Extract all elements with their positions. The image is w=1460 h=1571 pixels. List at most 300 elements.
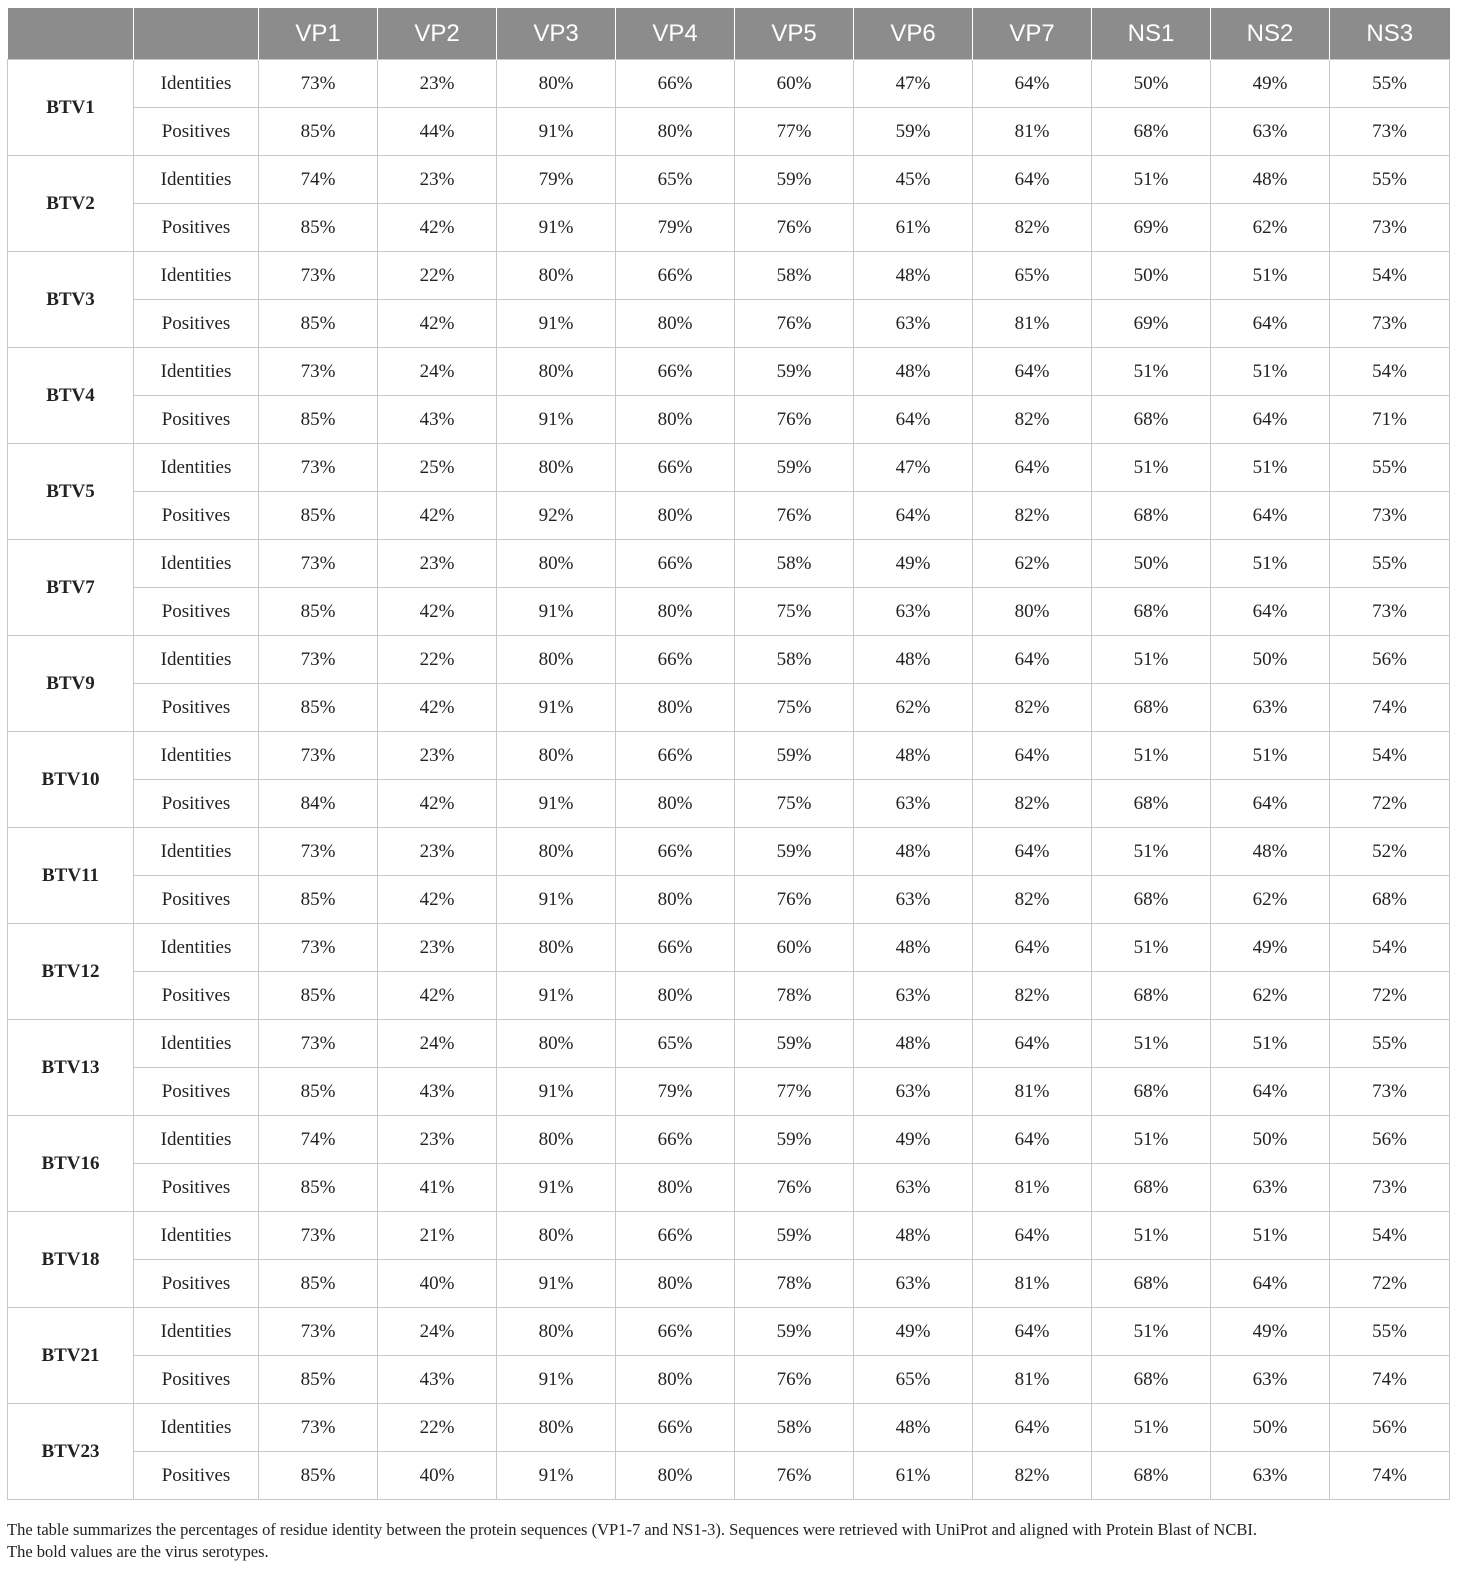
value-cell: 65% [616, 1020, 735, 1068]
header-cell-metric [134, 8, 259, 60]
value-cell: 73% [1330, 108, 1450, 156]
value-cell: 24% [378, 1020, 497, 1068]
value-cell: 73% [259, 348, 378, 396]
value-cell: 63% [854, 588, 973, 636]
table-row [8, 1308, 1450, 1356]
table-row [8, 588, 1450, 636]
value-cell: 64% [973, 444, 1092, 492]
value-cell: 73% [259, 60, 378, 108]
value-cell: 22% [378, 1404, 497, 1452]
value-cell: 64% [973, 1212, 1092, 1260]
value-cell: 59% [854, 108, 973, 156]
metric-label-identities: Identities [134, 444, 259, 492]
value-cell: 50% [1092, 252, 1211, 300]
identity-table [7, 8, 1450, 1500]
value-cell: 85% [259, 396, 378, 444]
value-cell: 80% [616, 780, 735, 828]
value-cell: 51% [1092, 348, 1211, 396]
serotype-label: BTV21 [8, 1308, 134, 1404]
value-cell: 24% [378, 1308, 497, 1356]
table-footnote [7, 1519, 1449, 1563]
table-row [8, 1404, 1450, 1452]
value-cell: 51% [1092, 1212, 1211, 1260]
value-cell: 59% [735, 1116, 854, 1164]
value-cell: 71% [1330, 396, 1450, 444]
value-cell: 66% [616, 348, 735, 396]
value-cell: 74% [259, 1116, 378, 1164]
value-cell: 24% [378, 348, 497, 396]
value-cell: 76% [735, 1164, 854, 1212]
metric-label-identities: Identities [134, 348, 259, 396]
value-cell: 59% [735, 1308, 854, 1356]
table-header [8, 8, 1450, 60]
value-cell: 51% [1092, 1020, 1211, 1068]
value-cell: 64% [1211, 396, 1330, 444]
value-cell: 72% [1330, 780, 1450, 828]
value-cell: 42% [378, 588, 497, 636]
header-cell-serotype [8, 8, 134, 60]
value-cell: 91% [497, 780, 616, 828]
value-cell: 68% [1092, 1068, 1211, 1116]
table-row [8, 828, 1450, 876]
value-cell: 80% [497, 1404, 616, 1452]
value-cell: 47% [854, 60, 973, 108]
value-cell: 64% [973, 348, 1092, 396]
value-cell: 79% [616, 1068, 735, 1116]
value-cell: 64% [973, 924, 1092, 972]
serotype-label: BTV10 [8, 732, 134, 828]
value-cell: 65% [616, 156, 735, 204]
value-cell: 73% [1330, 588, 1450, 636]
value-cell: 73% [259, 444, 378, 492]
value-cell: 63% [854, 780, 973, 828]
value-cell: 73% [1330, 492, 1450, 540]
metric-label-positives: Positives [134, 1452, 259, 1500]
value-cell: 58% [735, 636, 854, 684]
value-cell: 76% [735, 396, 854, 444]
value-cell: 23% [378, 156, 497, 204]
value-cell: 68% [1092, 1260, 1211, 1308]
metric-label-identities: Identities [134, 924, 259, 972]
value-cell: 81% [973, 1164, 1092, 1212]
value-cell: 51% [1092, 636, 1211, 684]
value-cell: 91% [497, 1260, 616, 1308]
value-cell: 68% [1092, 588, 1211, 636]
serotype-label: BTV12 [8, 924, 134, 1020]
header-cell-vp4: VP4 [616, 8, 735, 60]
metric-label-positives: Positives [134, 492, 259, 540]
value-cell: 69% [1092, 300, 1211, 348]
value-cell: 80% [497, 348, 616, 396]
value-cell: 51% [1092, 732, 1211, 780]
table-row [8, 300, 1450, 348]
value-cell: 60% [735, 924, 854, 972]
value-cell: 85% [259, 300, 378, 348]
value-cell: 63% [854, 972, 973, 1020]
metric-label-identities: Identities [134, 1020, 259, 1068]
metric-label-positives: Positives [134, 972, 259, 1020]
value-cell: 63% [1211, 1356, 1330, 1404]
value-cell: 84% [259, 780, 378, 828]
header-cell-ns3: NS3 [1330, 8, 1450, 60]
value-cell: 23% [378, 1116, 497, 1164]
value-cell: 48% [854, 252, 973, 300]
metric-label-identities: Identities [134, 636, 259, 684]
value-cell: 74% [1330, 1356, 1450, 1404]
metric-label-positives: Positives [134, 204, 259, 252]
value-cell: 51% [1211, 444, 1330, 492]
value-cell: 49% [854, 1308, 973, 1356]
value-cell: 74% [1330, 684, 1450, 732]
value-cell: 51% [1092, 1116, 1211, 1164]
value-cell: 80% [616, 684, 735, 732]
table-row [8, 1164, 1450, 1212]
value-cell: 51% [1092, 1404, 1211, 1452]
value-cell: 73% [1330, 204, 1450, 252]
table-body [8, 60, 1450, 1500]
value-cell: 63% [854, 1164, 973, 1212]
value-cell: 82% [973, 204, 1092, 252]
value-cell: 64% [854, 396, 973, 444]
value-cell: 49% [1211, 1308, 1330, 1356]
value-cell: 59% [735, 156, 854, 204]
value-cell: 66% [616, 828, 735, 876]
value-cell: 66% [616, 732, 735, 780]
value-cell: 85% [259, 108, 378, 156]
value-cell: 80% [616, 396, 735, 444]
value-cell: 47% [854, 444, 973, 492]
value-cell: 75% [735, 684, 854, 732]
value-cell: 76% [735, 1452, 854, 1500]
value-cell: 85% [259, 588, 378, 636]
value-cell: 64% [1211, 1068, 1330, 1116]
value-cell: 43% [378, 1068, 497, 1116]
value-cell: 49% [854, 540, 973, 588]
value-cell: 81% [973, 1356, 1092, 1404]
metric-label-positives: Positives [134, 588, 259, 636]
value-cell: 62% [854, 684, 973, 732]
value-cell: 66% [616, 1116, 735, 1164]
value-cell: 66% [616, 636, 735, 684]
value-cell: 54% [1330, 348, 1450, 396]
metric-label-positives: Positives [134, 1164, 259, 1212]
value-cell: 68% [1092, 1164, 1211, 1212]
value-cell: 54% [1330, 252, 1450, 300]
metric-label-identities: Identities [134, 828, 259, 876]
value-cell: 73% [259, 732, 378, 780]
table-row [8, 204, 1450, 252]
value-cell: 85% [259, 1068, 378, 1116]
value-cell: 56% [1330, 636, 1450, 684]
header-cell-vp6: VP6 [854, 8, 973, 60]
serotype-label: BTV4 [8, 348, 134, 444]
value-cell: 80% [616, 1164, 735, 1212]
value-cell: 80% [497, 1212, 616, 1260]
metric-label-positives: Positives [134, 684, 259, 732]
value-cell: 80% [616, 1356, 735, 1404]
value-cell: 76% [735, 492, 854, 540]
serotype-label: BTV9 [8, 636, 134, 732]
value-cell: 91% [497, 684, 616, 732]
value-cell: 77% [735, 108, 854, 156]
value-cell: 23% [378, 828, 497, 876]
value-cell: 73% [259, 1212, 378, 1260]
value-cell: 51% [1092, 924, 1211, 972]
value-cell: 50% [1092, 540, 1211, 588]
identity-table-container [7, 8, 1449, 1500]
value-cell: 64% [973, 156, 1092, 204]
value-cell: 63% [854, 876, 973, 924]
value-cell: 85% [259, 876, 378, 924]
header-cell-vp1: VP1 [259, 8, 378, 60]
value-cell: 68% [1092, 1356, 1211, 1404]
serotype-label: BTV11 [8, 828, 134, 924]
value-cell: 56% [1330, 1116, 1450, 1164]
value-cell: 54% [1330, 732, 1450, 780]
value-cell: 82% [973, 396, 1092, 444]
value-cell: 77% [735, 1068, 854, 1116]
value-cell: 48% [854, 828, 973, 876]
header-cell-vp7: VP7 [973, 8, 1092, 60]
value-cell: 91% [497, 588, 616, 636]
value-cell: 79% [497, 156, 616, 204]
value-cell: 49% [854, 1116, 973, 1164]
value-cell: 80% [497, 1308, 616, 1356]
value-cell: 82% [973, 972, 1092, 1020]
value-cell: 73% [1330, 1164, 1450, 1212]
value-cell: 23% [378, 60, 497, 108]
table-row [8, 1020, 1450, 1068]
value-cell: 64% [1211, 780, 1330, 828]
value-cell: 73% [259, 924, 378, 972]
value-cell: 55% [1330, 60, 1450, 108]
header-cell-ns1: NS1 [1092, 8, 1211, 60]
value-cell: 23% [378, 732, 497, 780]
value-cell: 48% [854, 1212, 973, 1260]
value-cell: 22% [378, 252, 497, 300]
footnote-line-1: The table summarizes the percentages of residue identity between the protein sequences (VP1-7 and NS1-3). Sequences were retrieved with UniProt and aligned with Protein Blast of NCBI. [7, 1520, 1257, 1539]
value-cell: 80% [616, 1260, 735, 1308]
value-cell: 68% [1092, 684, 1211, 732]
value-cell: 92% [497, 492, 616, 540]
value-cell: 91% [497, 972, 616, 1020]
value-cell: 81% [973, 108, 1092, 156]
value-cell: 76% [735, 876, 854, 924]
value-cell: 63% [1211, 684, 1330, 732]
value-cell: 91% [497, 1356, 616, 1404]
table-row [8, 396, 1450, 444]
value-cell: 73% [259, 636, 378, 684]
value-cell: 76% [735, 300, 854, 348]
value-cell: 63% [854, 300, 973, 348]
value-cell: 81% [973, 1260, 1092, 1308]
serotype-label: BTV23 [8, 1404, 134, 1500]
value-cell: 82% [973, 780, 1092, 828]
table-row [8, 156, 1450, 204]
value-cell: 51% [1211, 252, 1330, 300]
value-cell: 55% [1330, 540, 1450, 588]
value-cell: 55% [1330, 444, 1450, 492]
value-cell: 61% [854, 1452, 973, 1500]
table-row [8, 252, 1450, 300]
value-cell: 42% [378, 300, 497, 348]
metric-label-identities: Identities [134, 540, 259, 588]
value-cell: 59% [735, 1212, 854, 1260]
value-cell: 64% [1211, 588, 1330, 636]
value-cell: 80% [497, 540, 616, 588]
value-cell: 55% [1330, 1020, 1450, 1068]
value-cell: 91% [497, 1068, 616, 1116]
metric-label-identities: Identities [134, 1212, 259, 1260]
metric-label-identities: Identities [134, 60, 259, 108]
table-row [8, 1116, 1450, 1164]
value-cell: 66% [616, 924, 735, 972]
value-cell: 63% [1211, 1164, 1330, 1212]
value-cell: 23% [378, 540, 497, 588]
metric-label-identities: Identities [134, 1308, 259, 1356]
value-cell: 45% [854, 156, 973, 204]
value-cell: 42% [378, 492, 497, 540]
value-cell: 91% [497, 1164, 616, 1212]
metric-label-identities: Identities [134, 732, 259, 780]
value-cell: 25% [378, 444, 497, 492]
value-cell: 48% [854, 636, 973, 684]
value-cell: 59% [735, 444, 854, 492]
header-row [8, 8, 1450, 60]
value-cell: 73% [259, 1020, 378, 1068]
serotype-label: BTV5 [8, 444, 134, 540]
value-cell: 78% [735, 972, 854, 1020]
metric-label-positives: Positives [134, 780, 259, 828]
serotype-label: BTV7 [8, 540, 134, 636]
value-cell: 85% [259, 1452, 378, 1500]
value-cell: 55% [1330, 156, 1450, 204]
value-cell: 82% [973, 1452, 1092, 1500]
value-cell: 48% [854, 1020, 973, 1068]
metric-label-positives: Positives [134, 1260, 259, 1308]
value-cell: 42% [378, 876, 497, 924]
value-cell: 64% [973, 636, 1092, 684]
value-cell: 64% [973, 828, 1092, 876]
serotype-label: BTV18 [8, 1212, 134, 1308]
value-cell: 64% [1211, 492, 1330, 540]
value-cell: 59% [735, 828, 854, 876]
value-cell: 43% [378, 396, 497, 444]
metric-label-positives: Positives [134, 876, 259, 924]
value-cell: 91% [497, 300, 616, 348]
value-cell: 63% [1211, 1452, 1330, 1500]
value-cell: 80% [497, 1020, 616, 1068]
value-cell: 91% [497, 876, 616, 924]
value-cell: 85% [259, 204, 378, 252]
value-cell: 61% [854, 204, 973, 252]
value-cell: 80% [973, 588, 1092, 636]
value-cell: 74% [1330, 1452, 1450, 1500]
value-cell: 75% [735, 588, 854, 636]
value-cell: 75% [735, 780, 854, 828]
value-cell: 21% [378, 1212, 497, 1260]
value-cell: 63% [1211, 108, 1330, 156]
value-cell: 59% [735, 1020, 854, 1068]
value-cell: 80% [616, 1452, 735, 1500]
value-cell: 42% [378, 780, 497, 828]
value-cell: 68% [1092, 1452, 1211, 1500]
table-row [8, 492, 1450, 540]
value-cell: 63% [854, 1260, 973, 1308]
value-cell: 73% [259, 828, 378, 876]
table-row [8, 1452, 1450, 1500]
value-cell: 66% [616, 540, 735, 588]
value-cell: 73% [259, 252, 378, 300]
value-cell: 73% [259, 1308, 378, 1356]
table-row [8, 972, 1450, 1020]
value-cell: 51% [1092, 444, 1211, 492]
value-cell: 68% [1092, 492, 1211, 540]
value-cell: 42% [378, 972, 497, 1020]
value-cell: 51% [1211, 732, 1330, 780]
value-cell: 91% [497, 1452, 616, 1500]
value-cell: 64% [973, 1116, 1092, 1164]
value-cell: 51% [1211, 348, 1330, 396]
value-cell: 85% [259, 1356, 378, 1404]
value-cell: 68% [1092, 780, 1211, 828]
header-cell-vp2: VP2 [378, 8, 497, 60]
value-cell: 62% [1211, 972, 1330, 1020]
value-cell: 66% [616, 1308, 735, 1356]
table-row [8, 1212, 1450, 1260]
table-row [8, 876, 1450, 924]
value-cell: 85% [259, 684, 378, 732]
value-cell: 50% [1092, 60, 1211, 108]
value-cell: 44% [378, 108, 497, 156]
value-cell: 76% [735, 204, 854, 252]
serotype-label: BTV13 [8, 1020, 134, 1116]
value-cell: 79% [616, 204, 735, 252]
value-cell: 48% [854, 924, 973, 972]
value-cell: 68% [1092, 108, 1211, 156]
value-cell: 91% [497, 396, 616, 444]
value-cell: 80% [497, 828, 616, 876]
table-row [8, 1260, 1450, 1308]
table-row [8, 732, 1450, 780]
value-cell: 80% [497, 732, 616, 780]
metric-label-positives: Positives [134, 108, 259, 156]
value-cell: 64% [973, 1020, 1092, 1068]
value-cell: 80% [616, 492, 735, 540]
value-cell: 81% [973, 300, 1092, 348]
metric-label-identities: Identities [134, 156, 259, 204]
value-cell: 80% [616, 108, 735, 156]
value-cell: 55% [1330, 1308, 1450, 1356]
value-cell: 82% [973, 492, 1092, 540]
value-cell: 80% [497, 252, 616, 300]
table-row [8, 1068, 1450, 1116]
value-cell: 66% [616, 60, 735, 108]
value-cell: 82% [973, 876, 1092, 924]
value-cell: 42% [378, 684, 497, 732]
value-cell: 43% [378, 1356, 497, 1404]
table-row [8, 540, 1450, 588]
value-cell: 64% [973, 1308, 1092, 1356]
value-cell: 51% [1211, 1020, 1330, 1068]
header-cell-vp3: VP3 [497, 8, 616, 60]
value-cell: 63% [854, 1068, 973, 1116]
header-cell-vp5: VP5 [735, 8, 854, 60]
value-cell: 66% [616, 1404, 735, 1452]
value-cell: 51% [1092, 156, 1211, 204]
metric-label-identities: Identities [134, 1404, 259, 1452]
metric-label-positives: Positives [134, 1068, 259, 1116]
